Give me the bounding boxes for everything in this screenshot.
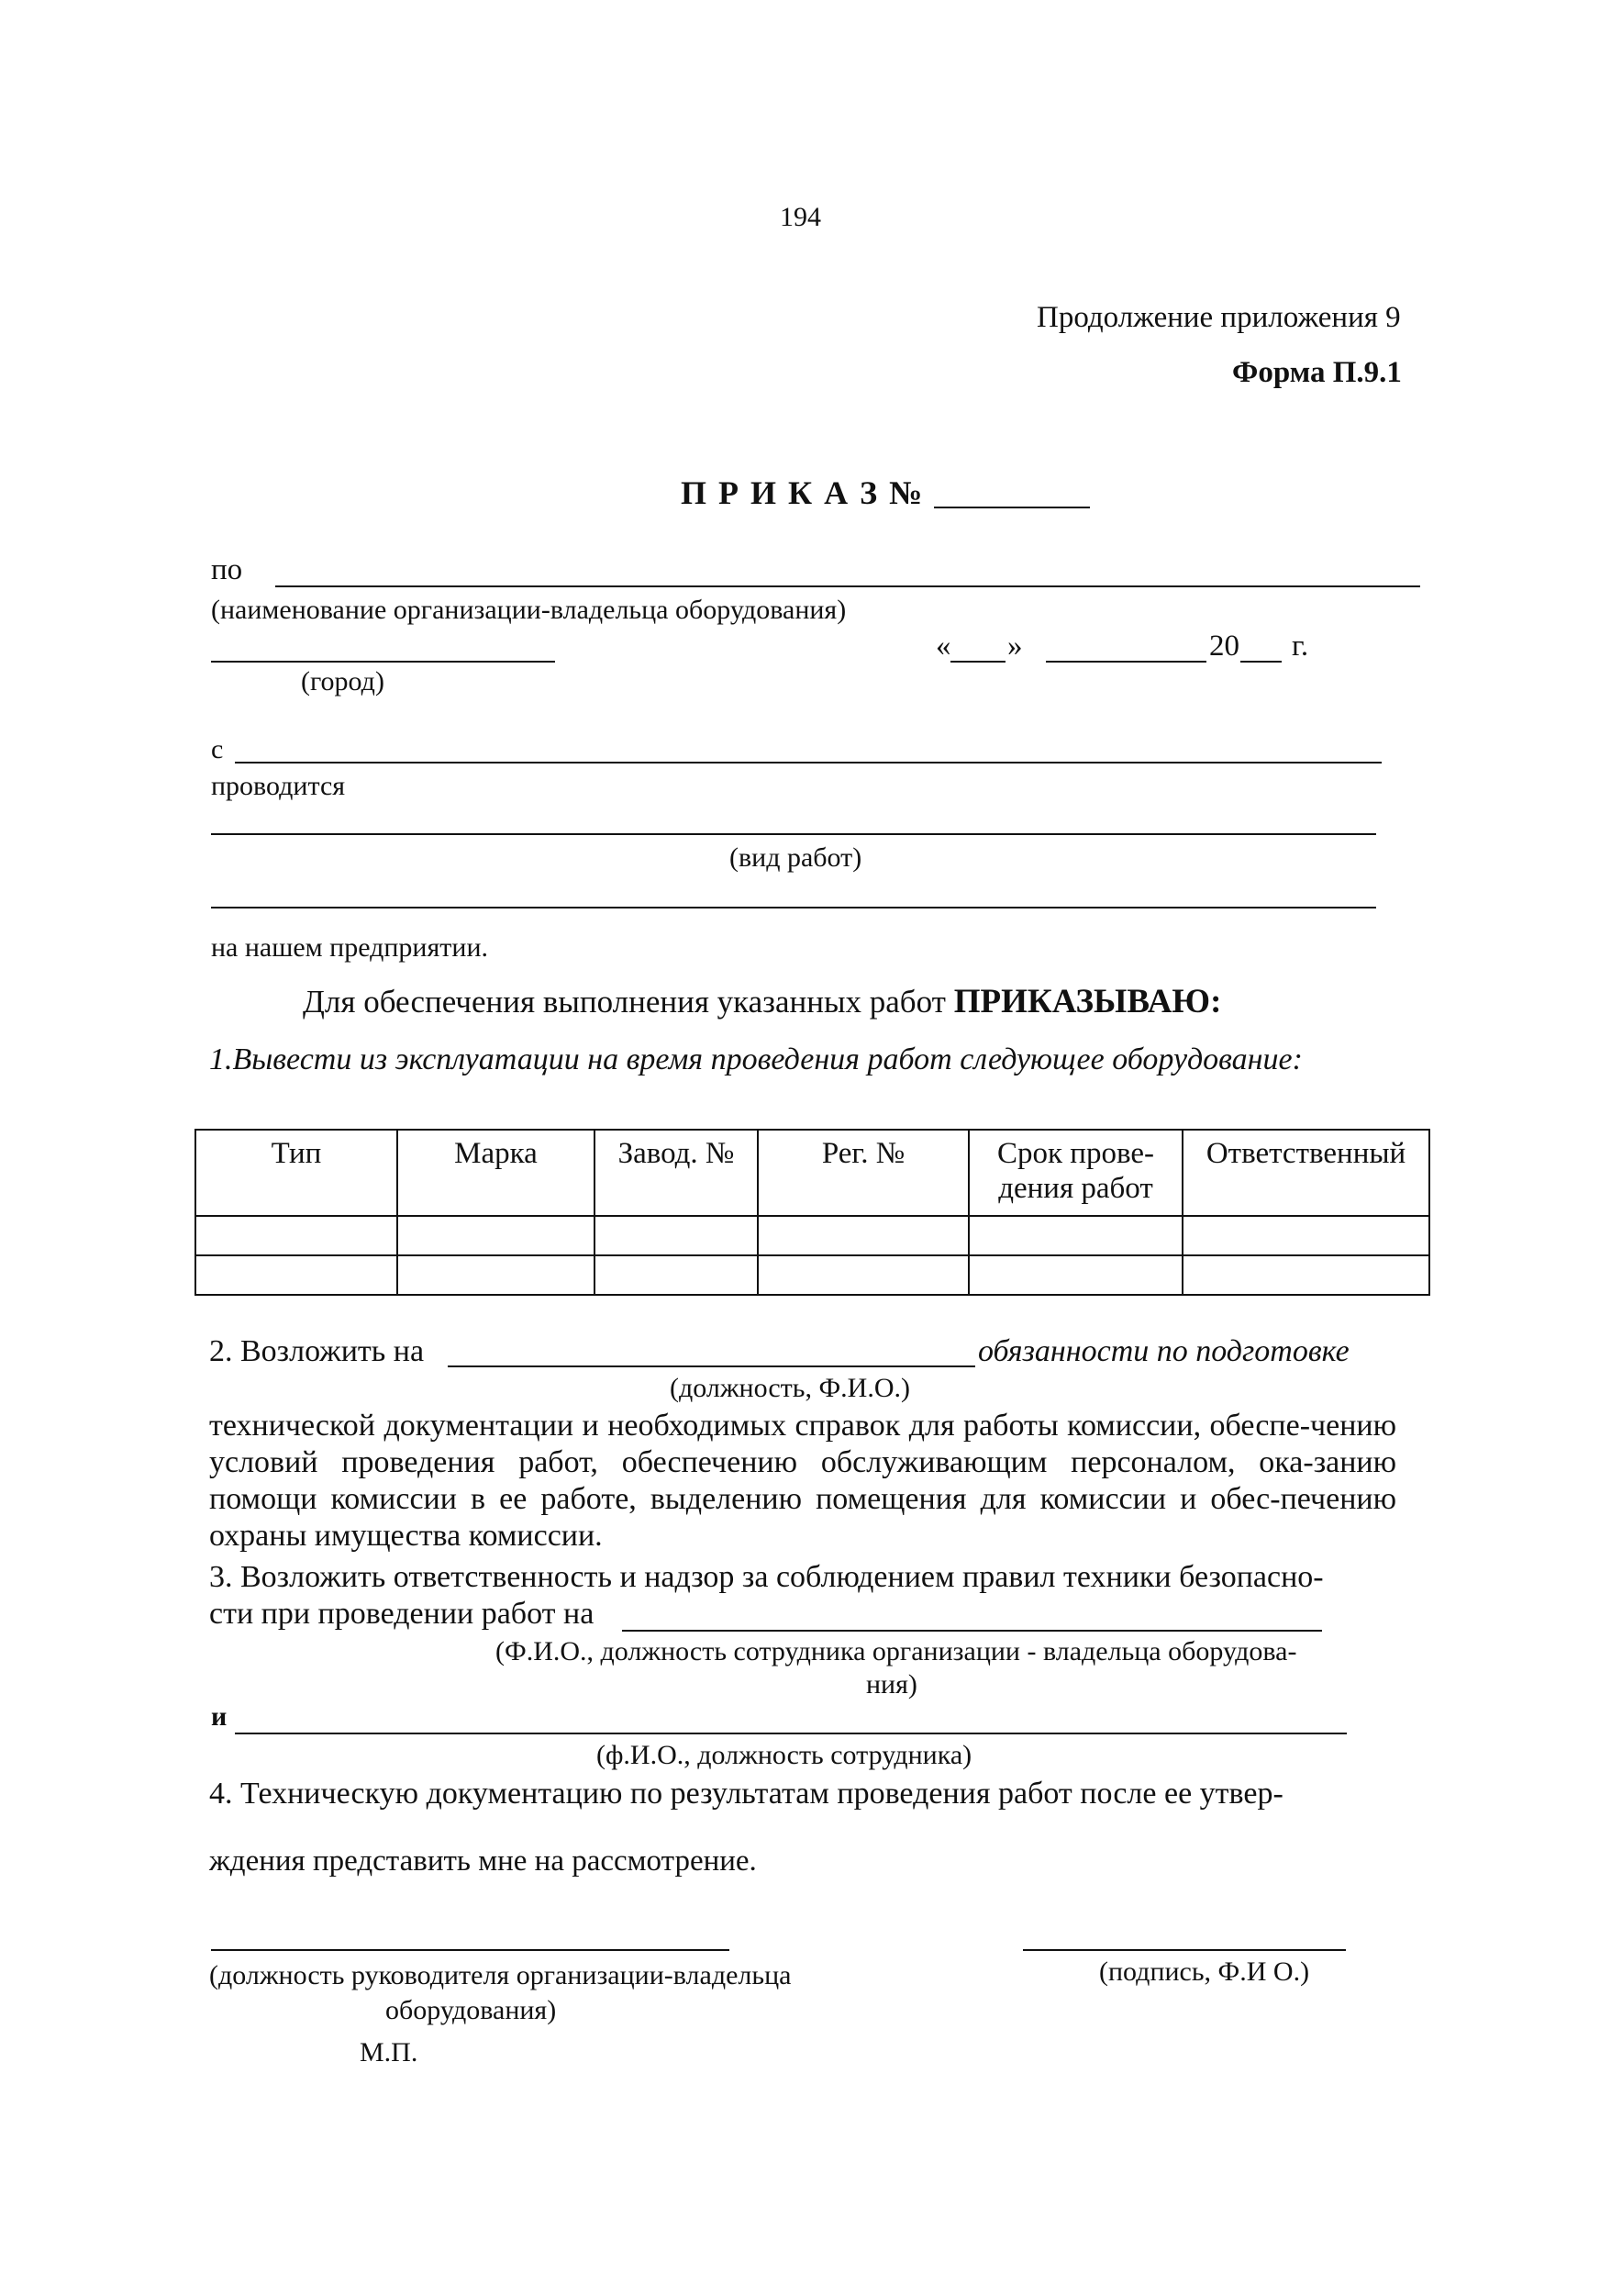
table-header-brand: Марка <box>397 1130 594 1216</box>
item3-supervisor-line <box>622 1630 1322 1632</box>
appendix-continuation: Продолжение приложения 9 <box>1037 301 1401 334</box>
seal-label: М.П. <box>360 2037 418 2068</box>
item4-line2: ждения представить мне на рассмотрение. <box>209 1845 757 1878</box>
intro-emphasis: ПРИКАЗЫВАЮ: <box>953 983 1222 1020</box>
position-caption-line1: (должность руководителя организации-владельца <box>209 1960 792 1990</box>
work-type-caption: (вид работ) <box>729 842 862 873</box>
org-caption: (наименование организации-владельца оборудования) <box>211 595 847 625</box>
item2-assignee-line <box>448 1365 975 1367</box>
since-prefix: с <box>211 734 224 764</box>
date-year-suffix: г. <box>1292 630 1309 663</box>
item3-line2: сти при проведении работ на <box>209 1597 594 1631</box>
position-signature-line <box>211 1949 729 1951</box>
item3-and-prefix: и <box>211 1701 228 1732</box>
table-row <box>195 1255 1429 1295</box>
item3-caption-line2: ния) <box>866 1669 917 1700</box>
city-caption: (город) <box>301 666 384 697</box>
table-cell[interactable] <box>758 1216 969 1255</box>
item3-caption-line1: (Ф.И.О., должность сотрудника организации - владельца оборудова- <box>495 1636 1297 1666</box>
table-header-work-period: Срок прове-дения работ <box>969 1130 1183 1216</box>
since-line <box>235 762 1382 763</box>
table-cell[interactable] <box>397 1216 594 1255</box>
table-header-reg-number: Рег. № <box>758 1130 969 1216</box>
table-cell[interactable] <box>594 1255 758 1295</box>
order-title: П Р И К А З № <box>681 474 925 511</box>
date-open-quote: « <box>936 630 951 663</box>
intro-paragraph <box>303 982 1221 1021</box>
table-cell[interactable] <box>969 1216 1183 1255</box>
table-row <box>195 1216 1429 1255</box>
table-cell[interactable] <box>195 1216 397 1255</box>
item1-text: 1.Вывести из эксплуатации на время проведения работ следующее оборудование: <box>209 1042 1303 1076</box>
work-type-line-1 <box>211 833 1376 835</box>
item2-caption: (должность, Ф.И.О.) <box>670 1373 910 1403</box>
item3-line1: 3. Возложить ответственность и надзор за соблюдением правил техники безопасно- <box>209 1560 1324 1594</box>
table-header-responsible: Ответственный <box>1183 1130 1429 1216</box>
table-cell[interactable] <box>195 1255 397 1295</box>
item2-prefix: 2. Возложить на <box>209 1334 425 1368</box>
org-prefix: по <box>211 553 243 586</box>
table-cell[interactable] <box>1183 1255 1429 1295</box>
equipment-table <box>194 1129 1430 1296</box>
item4-line1: 4. Техническую документацию по результатам проведения работ после ее утвер- <box>209 1777 1283 1811</box>
enterprise-text: на нашем предприятии. <box>211 932 489 963</box>
table-cell[interactable] <box>397 1255 594 1295</box>
date-month-line <box>1046 661 1206 663</box>
table-cell[interactable] <box>594 1216 758 1255</box>
work-type-line-2 <box>211 907 1376 908</box>
table-header-row <box>195 1130 1429 1216</box>
signature-line <box>1023 1949 1346 1951</box>
date-year-prefix: 20 <box>1209 630 1239 663</box>
position-caption-line2: оборудования) <box>385 1995 557 2025</box>
table-cell[interactable] <box>969 1255 1183 1295</box>
page-number: 194 <box>780 202 821 232</box>
table-cell[interactable] <box>1183 1216 1429 1255</box>
conducted-label: проводится <box>211 771 346 801</box>
item3-and-caption: (ф.И.О., должность сотрудника) <box>596 1740 972 1770</box>
city-line <box>211 661 555 663</box>
table-header-factory-number: Завод. № <box>594 1130 758 1216</box>
table-header-type: Тип <box>195 1130 397 1216</box>
date-year-line <box>1240 661 1282 663</box>
date-day-line <box>950 661 1006 663</box>
item2-body: технической документации и необходимых справок для работы комиссии, обеспе-чению условий проведения работ, обеспечению обслуживающим персоналом, ока-занию помощи комиссии в ее работе, выделению помещения для комиссии и обес-печению охраны имущества комиссии. <box>209 1409 1396 1553</box>
item3-employee-line <box>235 1733 1347 1734</box>
intro-text: Для обеспечения выполнения указанных работ <box>303 984 946 1020</box>
date-close-quote: » <box>1007 630 1023 663</box>
item2-suffix: обязанности по подготовке <box>978 1334 1350 1368</box>
order-number-line <box>934 507 1090 508</box>
org-name-line <box>275 585 1420 587</box>
form-id: Форма П.9.1 <box>1232 356 1402 389</box>
table-cell[interactable] <box>758 1255 969 1295</box>
signature-caption: (подпись, Ф.И О.) <box>1099 1956 1310 1987</box>
